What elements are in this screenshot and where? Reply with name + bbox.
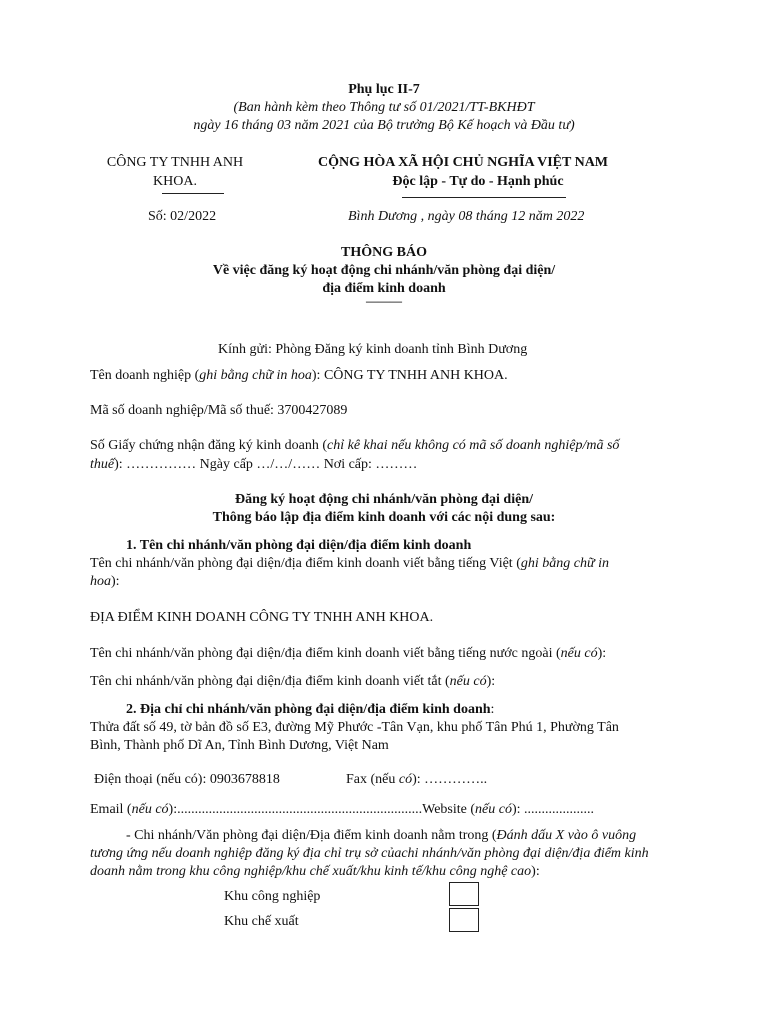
address-line-1: Thửa đất số 49, tờ bản đồ số E3, đường Mỹ Phước -Tân Vạn, khu phố Tân Phú 1, Phường Tân: [90, 720, 619, 735]
company-name-line-2: KHOA.: [153, 174, 197, 189]
zone-intro-line-3: doanh nằm trong khu công nghiệp/khu chế xuất/khu kinh tế/khu công nghệ cao):: [90, 864, 540, 879]
zone-option-export-label: Khu chế xuất: [224, 914, 299, 929]
cert-field-line-2: thuế): …………… Ngày cấp …/…/…… Nơi cấp: ………: [90, 457, 418, 472]
notice-title: THÔNG BÁO: [341, 245, 427, 260]
zone-option-industrial-checkbox[interactable]: [449, 882, 479, 906]
email-website-field: Email (nếu có):......................................................................Website (nếu có): ....................: [90, 802, 595, 817]
zone-option-industrial-label: Khu công nghiệp: [224, 889, 321, 904]
cert-field-line-1: Số Giấy chứng nhận đăng ký kinh doanh (chỉ kê khai nếu không có mã số doanh nghiệp/mã số: [90, 438, 620, 453]
company-underline: [162, 193, 224, 194]
notice-subtitle-2: địa điểm kinh doanh: [322, 281, 446, 296]
appendix-title: Phụ lục II-7: [348, 82, 420, 97]
branch-viet-name-label-1: Tên chi nhánh/văn phòng đại diện/địa điểm kinh doanh viết bằng tiếng Việt (ghi bằng chữ in: [90, 556, 609, 571]
phone-field: Điện thoại (nếu có): 0903678818: [94, 772, 280, 787]
section-2-title: 2. Địa chỉ chi nhánh/văn phòng đại diện/địa điểm kinh doanh:: [126, 702, 495, 717]
zone-intro-line-1: - Chi nhánh/Văn phòng đại diện/Địa điểm kinh doanh nằm trong (Đánh dấu X vào ô vuông: [126, 828, 637, 843]
motto-underline: [402, 197, 566, 198]
address-line-2: Bình, Thành phố Dĩ An, Tỉnh Bình Dương, Việt Nam: [90, 738, 389, 753]
place-date: Bình Dương , ngày 08 tháng 12 năm 2022: [348, 209, 585, 224]
appendix-line-2: ngày 16 tháng 03 năm 2021 của Bộ trưởng Bộ Kế hoạch và Đầu tư): [193, 118, 575, 133]
notice-divider: ———: [366, 294, 402, 308]
section-1-title: 1. Tên chi nhánh/văn phòng đại diện/địa điểm kinh doanh: [126, 538, 472, 553]
zone-intro-line-2: tương ứng nếu doanh nghiệp đăng ký địa chỉ trụ sở củachi nhánh/văn phòng đại diện/địa điểm kinh: [90, 846, 649, 861]
tax-code-field: Mã số doanh nghiệp/Mã số thuế: 3700427089: [90, 403, 348, 418]
motto: Độc lập - Tự do - Hạnh phúc: [392, 174, 564, 189]
notice-subtitle-1: Về việc đăng ký hoạt động chi nhánh/văn phòng đại diện/: [212, 263, 556, 278]
doc-number: Số: 02/2022: [148, 209, 217, 224]
nation-title: CỘNG HÒA XÃ HỘI CHỦ NGHĨA VIỆT NAM: [318, 155, 609, 170]
registration-heading-2: Thông báo lập địa điểm kinh doanh với các nội dung sau:: [212, 510, 556, 525]
registration-heading-1: Đăng ký hoạt động chi nhánh/văn phòng đại diện/: [234, 492, 533, 507]
fax-field: Fax (nếu có): …………..: [346, 772, 488, 787]
company-name-line-1: CÔNG TY TNHH ANH: [106, 155, 244, 170]
branch-short-name-field: Tên chi nhánh/văn phòng đại diện/địa điểm kinh doanh viết tắt (nếu có):: [90, 674, 496, 689]
branch-viet-name-label-2: hoa):: [90, 574, 120, 589]
branch-foreign-name-field: Tên chi nhánh/văn phòng đại diện/địa điểm kinh doanh viết bằng tiếng nước ngoài (nếu có):: [90, 646, 607, 661]
zone-option-export-checkbox[interactable]: [449, 908, 479, 932]
company-name-field: Tên doanh nghiệp (ghi bằng chữ in hoa): CÔNG TY TNHH ANH KHOA.: [90, 368, 508, 383]
branch-viet-name-value: ĐỊA ĐIỂM KINH DOANH CÔNG TY TNHH ANH KHOA.: [90, 610, 434, 625]
recipient: Kính gửi: Phòng Đăng ký kinh doanh tỉnh Bình Dương: [218, 342, 528, 357]
appendix-line-1: (Ban hành kèm theo Thông tư số 01/2021/TT-BKHĐT: [233, 100, 535, 115]
